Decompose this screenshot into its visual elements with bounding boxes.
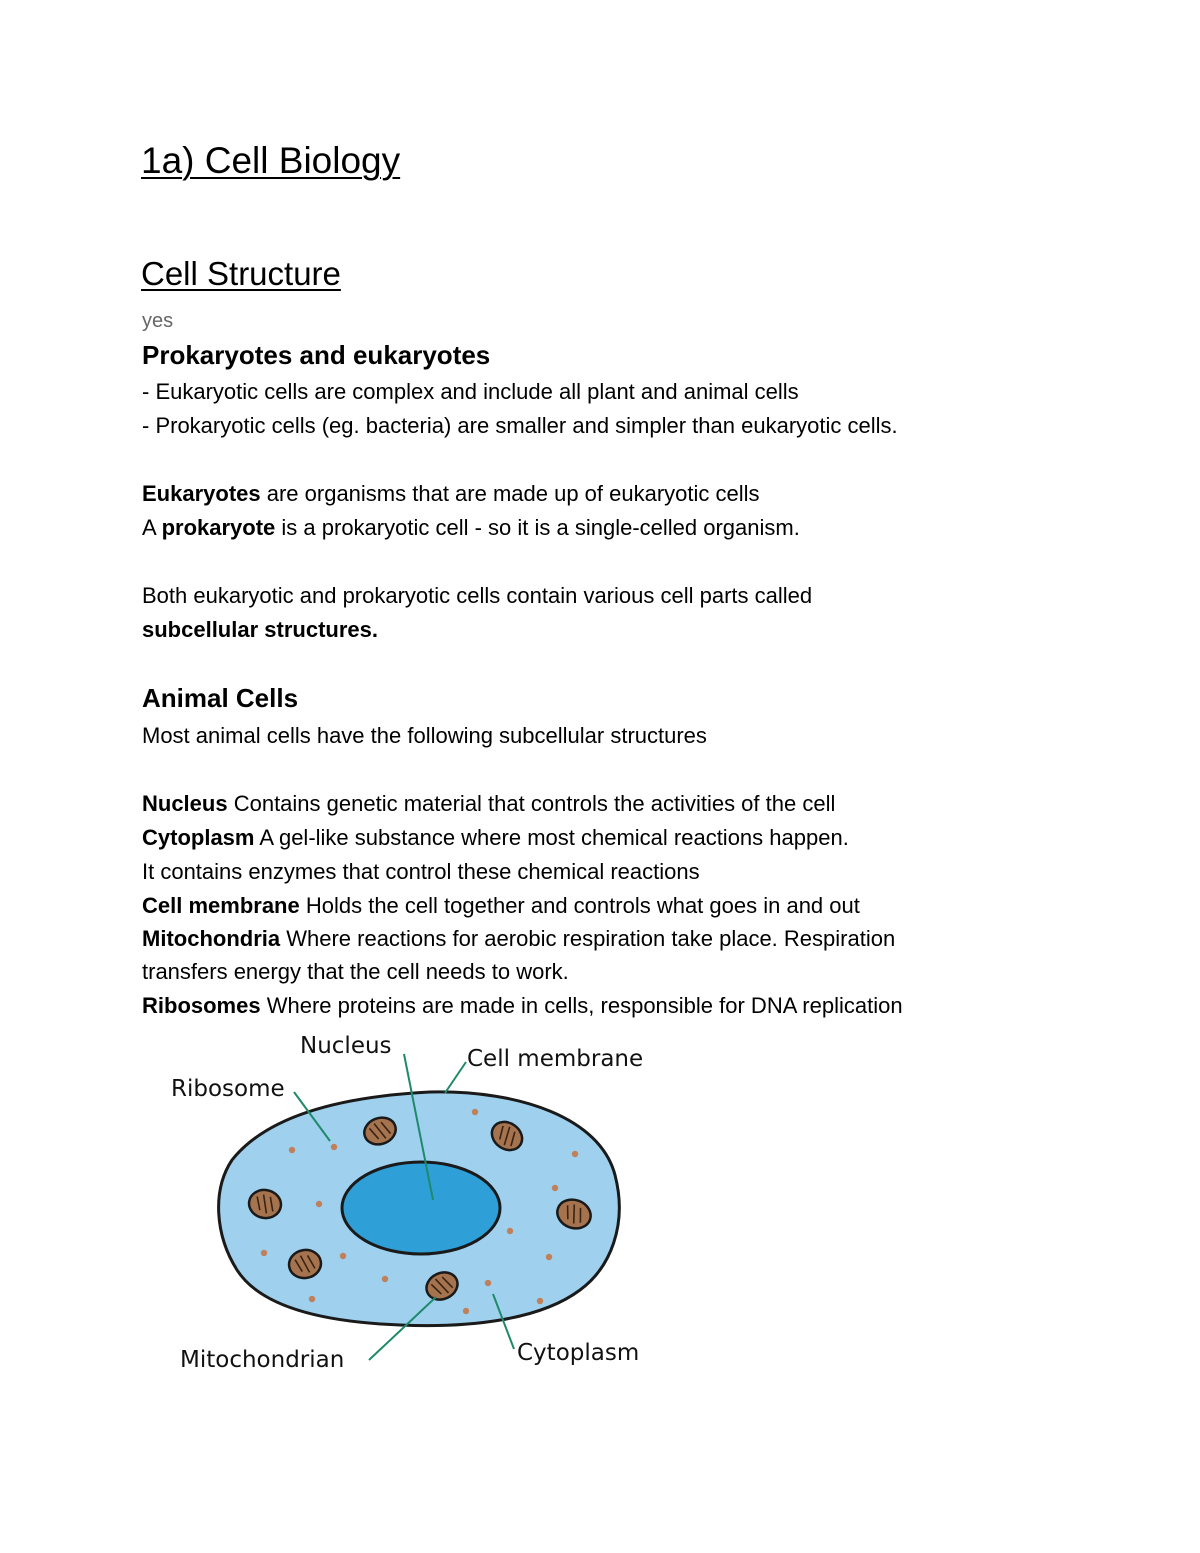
term-prokaryote: prokaryote — [161, 515, 276, 540]
ribosomes-definition — [142, 989, 903, 1023]
subcellular-structures — [142, 613, 378, 647]
term-cytoplasm: Cytoplasm — [142, 825, 255, 850]
term-ribosomes: Ribosomes — [142, 993, 261, 1018]
term-nucleus: Nucleus — [142, 791, 228, 816]
ribosomes-text: Where proteins are made in cells, responsible for DNA replication — [260, 993, 903, 1018]
mitochondria-energy: transfers energy that the cell needs to work. — [142, 959, 569, 984]
heading-prokaryotes: Prokaryotes and eukaryotes — [142, 340, 491, 370]
heading-animal-cells: Animal Cells — [142, 683, 299, 713]
term-mitochondria: Mitochondria — [142, 926, 281, 951]
mitochondria-text: Where reactions for aerobic respiration take place. Respiration — [280, 926, 896, 951]
prokaryote-text: is a prokaryotic cell - so it is a single-celled organism. — [275, 515, 800, 540]
nucleus-definition — [142, 787, 835, 821]
mitochondria-definition — [142, 922, 895, 956]
nucleus-text: Contains genetic material that controls the activities of the cell — [227, 791, 836, 816]
leader-membrane — [445, 1062, 466, 1093]
term-subcellular: subcellular structures. — [142, 617, 378, 642]
cytoplasm-enzymes: It contains enzymes that control these chemical reactions — [142, 859, 700, 884]
animal-cell-diagram — [160, 1025, 680, 1380]
label-mitochondrian: Mitochondrian — [180, 1347, 345, 1373]
bullet-eukaryotic: - Eukaryotic cells are complex and include all plant and animal cells — [142, 379, 799, 404]
term-cell-membrane: Cell membrane — [142, 893, 300, 918]
both-cells-line: Both eukaryotic and prokaryotic cells contain various cell parts called — [142, 583, 813, 608]
prokaryote-prefix: A — [142, 515, 162, 540]
eukaryotes-definition — [142, 477, 760, 511]
term-eukaryotes: Eukaryotes — [142, 481, 261, 506]
membrane-definition — [142, 889, 860, 923]
label-cytoplasm: Cytoplasm — [517, 1340, 640, 1366]
eukaryotes-text: are organisms that are made up of eukaryotic cells — [260, 481, 760, 506]
label-cell-membrane: Cell membrane — [467, 1046, 644, 1072]
bullet-prokaryotic: - Prokaryotic cells (eg. bacteria) are smaller and simpler than eukaryotic cells. — [142, 413, 898, 438]
cell-nucleus-shape — [342, 1162, 500, 1254]
label-ribosome: Ribosome — [171, 1076, 285, 1102]
section-title: Cell Structure — [141, 255, 341, 292]
animal-intro: Most animal cells have the following subcellular structures — [142, 723, 707, 748]
page-title: 1a) Cell Biology — [141, 140, 401, 181]
note-text: yes — [142, 310, 174, 332]
cytoplasm-text: A gel-like substance where most chemical reactions happen. — [254, 825, 849, 850]
prokaryote-definition — [142, 511, 800, 545]
membrane-text: Holds the cell together and controls what goes in and out — [299, 893, 860, 918]
label-nucleus: Nucleus — [300, 1033, 392, 1059]
cytoplasm-definition — [142, 821, 849, 855]
